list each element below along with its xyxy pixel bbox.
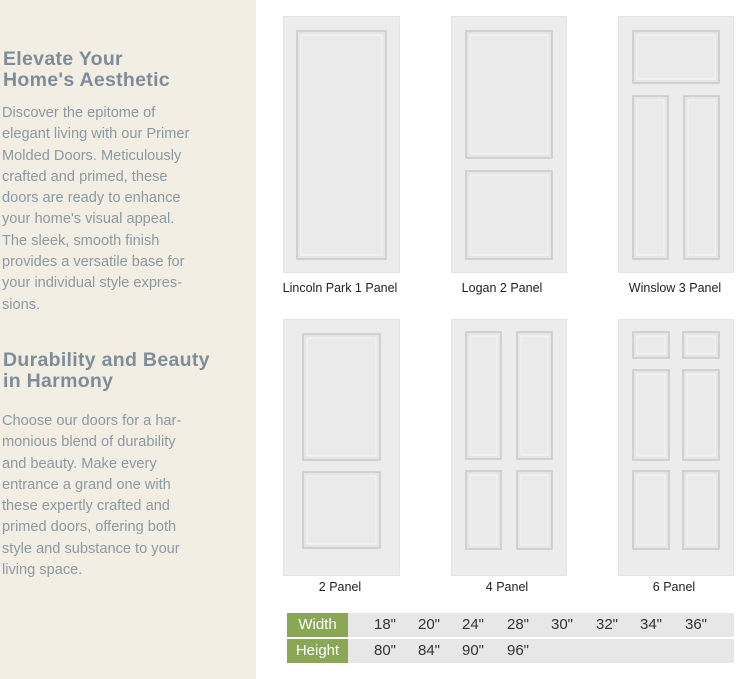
caption-logan: Logan 2 Panel: [461, 281, 543, 295]
door-image-lincoln-park: [283, 16, 400, 273]
door-image-winslow: [618, 16, 734, 273]
heading-durability: Durability and Beauty in Harmony: [3, 349, 210, 392]
height-label: Height: [287, 639, 348, 663]
door-image-6-panel: [618, 319, 734, 576]
caption-6-panel: 6 Panel: [652, 580, 696, 594]
door-image-4-panel: [451, 319, 567, 576]
heading-elevate: Elevate Your Home's Aesthetic: [3, 48, 170, 91]
caption-4-panel: 4 Panel: [485, 580, 529, 594]
paragraph-elevate: Discover the epitome of elegant living with our Primer Molded Doors. Meticulously crafted and primed, these doors are ready to enhance your home's visual appeal. The sleek, smooth finish provides a versatile base for your individual style expres- sions.: [2, 105, 190, 313]
width-value: 28": [506, 616, 529, 633]
door-image-2-panel: [283, 319, 400, 576]
caption-2-panel: 2 Panel: [318, 580, 362, 594]
sidebar: [0, 0, 256, 679]
width-value: 24": [461, 616, 484, 633]
height-value: 80": [373, 642, 396, 659]
caption-winslow: Winslow 3 Panel: [628, 281, 722, 295]
width-value: 32": [595, 616, 618, 633]
width-value: 20": [417, 616, 440, 633]
width-value: 34": [639, 616, 662, 633]
door-image-logan: [451, 16, 567, 273]
height-value: 84": [417, 642, 440, 659]
width-value: 18": [373, 616, 396, 633]
width-value: 36": [684, 616, 707, 633]
height-value: 90": [461, 642, 484, 659]
width-label: Width: [287, 613, 348, 637]
height-row: [287, 639, 734, 663]
paragraph-durability: Choose our doors for a har- monious blend of durability and beauty. Make every entrance a grand one with these expertly crafted and primed doors, offering both style and substance to your living space.: [2, 413, 182, 579]
width-value: 30": [550, 616, 573, 633]
height-value: 96": [506, 642, 529, 659]
caption-lincoln-park: Lincoln Park 1 Panel: [282, 281, 398, 295]
width-row: [287, 613, 734, 637]
